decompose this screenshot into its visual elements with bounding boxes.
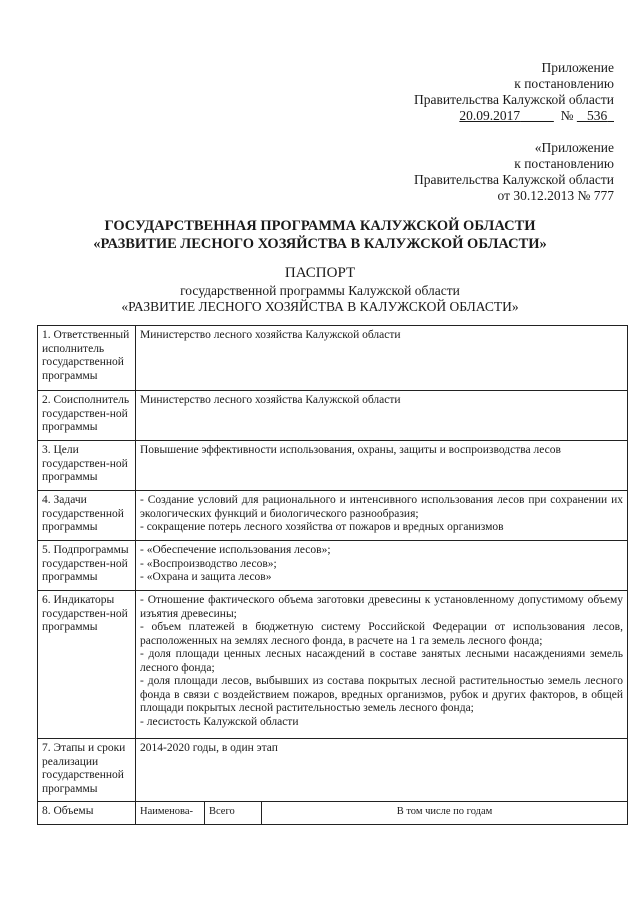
row-value-line: - сокращение потерь лесного хозяйства от пожаров и вредных организмов — [140, 521, 504, 533]
subheader-by-years: В том числе по годам — [396, 806, 493, 817]
row-value — [136, 802, 628, 825]
appendix-new-line1: Приложение — [541, 60, 614, 75]
row-label: 4. Задачи государственной программы — [38, 491, 136, 541]
row-value: Министерство лесного хозяйства Калужской области — [136, 326, 628, 391]
row-label: 7. Этапы и сроки реализации государственной программы — [38, 739, 136, 802]
table-row — [38, 441, 628, 491]
appendix-old-line2: к постановлению — [514, 156, 614, 171]
table-row — [38, 491, 628, 541]
document-title — [0, 217, 640, 253]
title-line2: «РАЗВИТИЕ ЛЕСНОГО ХОЗЯЙСТВА В КАЛУЖСКОЙ ОБЛАСТИ» — [93, 236, 547, 252]
passport-table — [37, 325, 628, 825]
row-value: Повышение эффективности использования, охраны, защиты и воспроизводства лесов — [136, 441, 628, 491]
row-value-line: - Отношение фактического объема заготовки древесины к установленному допустимому объему изъятия древесины; — [140, 594, 623, 620]
appendix-old-block — [414, 140, 614, 204]
row-label: 6. Индикаторы государствен-ной программы — [38, 591, 136, 739]
row-label: 2. Соисполнитель государствен-ной программы — [38, 391, 136, 441]
appendix-old-line3: Правительства Калужской области — [413, 172, 614, 187]
subheader-name: Наименова- — [136, 802, 205, 824]
row-value: Министерство лесного хозяйства Калужской области — [136, 391, 628, 441]
table-row — [38, 541, 628, 591]
row-label: 1. Ответственный исполнитель государственной программы — [38, 326, 136, 391]
row-value-line: - «Охрана и защита лесов» — [140, 571, 272, 583]
appendix-old-line1: «Приложение — [534, 140, 614, 155]
subheader-total: Всего — [205, 802, 262, 824]
row-value-line: - Создание условий для рационального и интенсивного использования лесов при сохранении их экологических функций и биологического разнообразия; — [140, 494, 623, 520]
appendix-new-number: 536 — [587, 108, 608, 123]
row-value-line: - доля площади ценных лесных насаждений в составе занятых лесными насаждениями земель лесного фонда; — [140, 648, 623, 674]
appendix-new-dateline — [414, 108, 614, 124]
table-row — [38, 802, 628, 825]
table-row — [38, 591, 628, 739]
appendix-new-date: 20.09.2017 — [459, 108, 521, 123]
table-row — [38, 326, 628, 391]
passport-heading — [0, 264, 640, 315]
table-row — [38, 391, 628, 441]
title-line1: ГОСУДАРСТВЕННАЯ ПРОГРАММА КАЛУЖСКОЙ ОБЛАСТИ — [104, 218, 536, 234]
row-label: 3. Цели государствен-ной программы — [38, 441, 136, 491]
appendix-old-line4: от 30.12.2013 № 777 — [497, 188, 614, 203]
appendix-new-line2: к постановлению — [514, 76, 614, 91]
row-label: 8. Объемы — [38, 802, 136, 825]
appendix-new-block — [414, 60, 614, 124]
row-value — [136, 591, 628, 739]
passport-heading-title: ПАСПОРТ — [284, 265, 356, 281]
row-label: 5. Подпрограммы государствен-ной программы — [38, 541, 136, 591]
row-value-line: - «Обеспечение использования лесов»; — [140, 544, 331, 556]
passport-heading-line3: «РАЗВИТИЕ ЛЕСНОГО ХОЗЯЙСТВА В КАЛУЖСКОЙ ОБЛАСТИ» — [121, 299, 519, 314]
passport-heading-line2: государственной программы Калужской области — [180, 283, 460, 298]
table-row — [38, 739, 628, 802]
row-value-line: - доля площади лесов, выбывших из состава покрытых лесной растительностью земель лесного фонда в связи с воздействием пожаров, вредных организмов, рубок и других факторов, в общей площади покрытых лесной растительностью земель лесного фонда; — [140, 675, 623, 714]
row-value — [136, 541, 628, 591]
row-value: 2014-2020 годы, в один этап — [136, 739, 628, 802]
row-value-line: - лесистость Калужской области — [140, 715, 299, 728]
row-value-line: - объем платежей в бюджетную систему Российской Федерации от использования лесов, расположенных на землях лесного фонда, в расчете на 1 га земель лесного фонда; — [140, 621, 623, 647]
appendix-new-line3: Правительства Калужской области — [413, 92, 614, 107]
row-value — [136, 491, 628, 541]
row-value-line: - «Воспроизводство лесов»; — [140, 557, 277, 570]
volumes-subheader — [136, 802, 627, 824]
appendix-new-number-prefix: № — [560, 108, 574, 123]
